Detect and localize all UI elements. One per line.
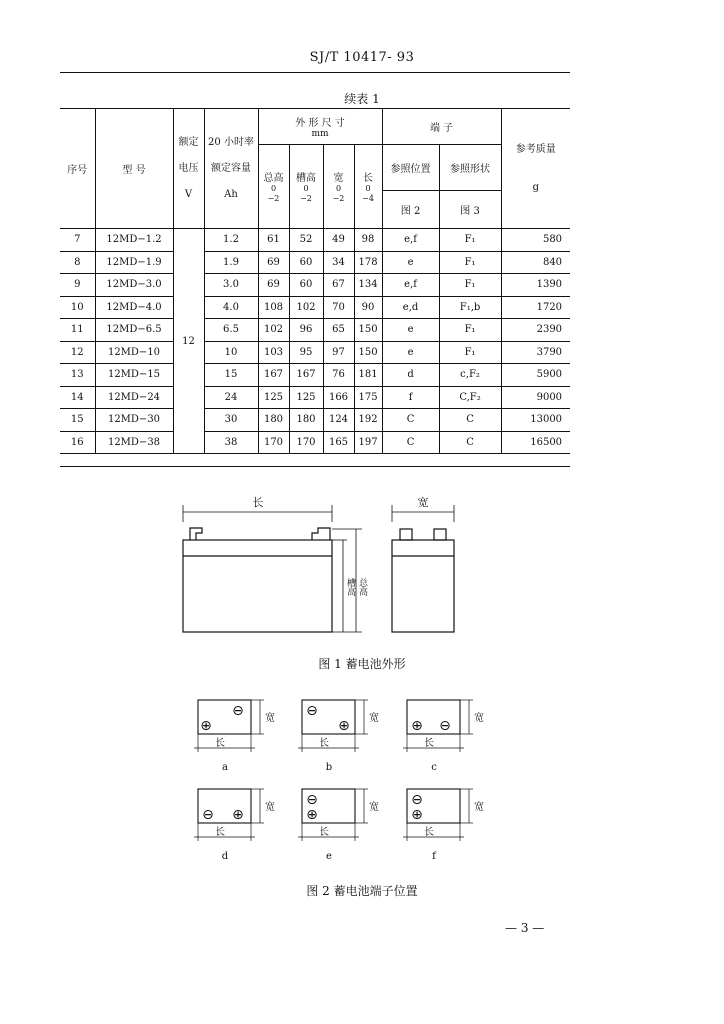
cell-width: 34 [323,251,354,274]
trough-height-tol-lower: −2 [300,194,312,203]
cell-position: f [382,386,439,409]
minus-terminal-icon: ⊖ [306,703,318,719]
fig2-panels [194,700,484,862]
fig2-panel [298,789,379,862]
cell-position: e [382,251,439,274]
cell-seq: 13 [60,364,95,387]
cell-position: d [382,364,439,387]
cell-trough-h: 96 [289,319,323,342]
cell-total-h: 103 [258,341,289,364]
cell-shape: C [439,431,501,454]
total-height-label: 总高 [263,173,284,184]
panel-letter: c [431,762,437,773]
plus-terminal-icon: ⊕ [200,718,212,734]
cell-length: 134 [354,274,382,297]
minus-terminal-icon: ⊖ [411,792,423,808]
table-caption: 续表 1 [344,92,380,106]
weight-label: 参考质量 [515,143,556,155]
cell-shape: F₁,b [439,296,501,319]
panel-letter: b [325,762,333,773]
cell-shape: C,F₂ [439,386,501,409]
cell-width: 124 [323,409,354,432]
length-label: 长 [319,827,329,838]
cell-seq: 15 [60,409,95,432]
capacity-unit: Ah [224,188,238,200]
header-model: 型 号 [95,109,173,229]
width-tol-lower: −2 [332,194,345,203]
cell-total-h: 108 [258,296,289,319]
cell-total-h: 61 [258,229,289,252]
voltage-unit: V [184,188,193,200]
cell-seq: 7 [60,229,95,252]
header-terminal-shape: 参照形状 [439,145,501,191]
cell-model: 12MD−10 [95,341,173,364]
cell-weight: 1390 [501,274,570,297]
dim-unit: mm [311,129,329,139]
terminal-front-left [190,528,202,540]
trough-height-label: 槽高 [296,173,316,184]
width-label: 宽 [333,173,344,184]
cell-weight: 3790 [501,341,570,364]
cell-model: 12MD−6.5 [95,319,173,342]
capacity-label-2: 额定容量 [211,162,251,174]
header-terminal: 端 子 [382,109,501,145]
width-label: 宽 [369,713,379,724]
header-terminal-position: 参照位置 [382,145,439,191]
battery-front-body [183,540,332,632]
width-label: 宽 [369,802,379,813]
cell-trough-h: 170 [289,431,323,454]
width-label: 宽 [265,802,275,813]
cell-position: C [382,409,439,432]
cell-position: e,f [382,229,439,252]
fig2-panel [194,789,275,862]
cell-capacity: 6.5 [204,319,258,342]
minus-terminal-icon: ⊖ [202,807,214,823]
cell-seq: 8 [60,251,95,274]
cell-weight: 1720 [501,296,570,319]
header-terminal-shape-ref: 图 3 [439,191,501,229]
cell-length: 175 [354,386,382,409]
cell-width: 165 [323,431,354,454]
cell-shape: C [439,409,501,432]
capacity-label: 20 小时率 [208,136,254,148]
plus-terminal-icon: ⊕ [411,718,423,734]
cell-trough-h: 52 [289,229,323,252]
cell-capacity: 38 [204,431,258,454]
cell-length: 90 [354,296,382,319]
terminal-side-right [434,529,446,540]
cell-position: e,d [382,296,439,319]
panel-letter: d [221,851,229,862]
length-label: 长 [319,738,329,749]
fig2-panel [194,700,275,773]
cell-seq: 16 [60,431,95,454]
voltage-cell: 12 [173,229,204,454]
fig1-total-height-label: 总高 [357,578,367,596]
cell-capacity: 1.9 [204,251,258,274]
page-number: — 3 — [505,921,545,935]
cell-length: 98 [354,229,382,252]
cell-seq: 10 [60,296,95,319]
page-header: SJ/T 10417- 93 [309,50,415,65]
fig2-panel [403,789,484,862]
cell-weight: 580 [501,229,570,252]
plus-terminal-icon: ⊕ [306,807,318,823]
trough-height-tol-upper: 0 [303,184,309,193]
fig1-length-label: 长 [252,496,264,509]
cell-seq: 14 [60,386,95,409]
cell-weight: 840 [501,251,570,274]
cell-length: 150 [354,341,382,364]
cell-total-h: 102 [258,319,289,342]
cell-seq: 9 [60,274,95,297]
cell-capacity: 4.0 [204,296,258,319]
cell-width: 67 [323,274,354,297]
length-tol-upper: 0 [365,184,371,193]
cell-length: 192 [354,409,382,432]
voltage-label: 额定 [178,136,199,148]
cell-shape: c,F₂ [439,364,501,387]
cell-position: e [382,319,439,342]
panel-letter: f [432,851,436,862]
cell-model: 12MD−1.9 [95,251,173,274]
cell-width: 166 [323,386,354,409]
width-label: 宽 [474,802,484,813]
panel-letter: a [222,762,228,773]
plus-terminal-icon: ⊕ [232,807,244,823]
cell-model: 12MD−24 [95,386,173,409]
fig2-caption: 图 2 蓄电池端子位置 [306,884,418,898]
cell-model: 12MD−38 [95,431,173,454]
cell-trough-h: 95 [289,341,323,364]
cell-length: 150 [354,319,382,342]
cell-shape: F₁ [439,319,501,342]
cell-length: 197 [354,431,382,454]
cell-width: 97 [323,341,354,364]
cell-width: 65 [323,319,354,342]
cell-width: 49 [323,229,354,252]
plus-terminal-icon: ⊕ [411,807,423,823]
minus-terminal-icon: ⊖ [439,718,451,734]
cell-weight: 5900 [501,364,570,387]
width-label: 宽 [474,713,484,724]
terminal-side-left [400,529,412,540]
length-label: 长 [424,738,434,749]
total-height-tol-lower: −2 [267,194,280,203]
cell-shape: F₁ [439,341,501,364]
cell-position: e [382,341,439,364]
cell-position: C [382,431,439,454]
length-tol-lower: −4 [362,194,374,203]
cell-total-h: 167 [258,364,289,387]
cell-capacity: 10 [204,341,258,364]
weight-unit: g [532,181,539,193]
cell-total-h: 69 [258,274,289,297]
plus-terminal-icon: ⊕ [338,718,350,734]
cell-capacity: 15 [204,364,258,387]
fig1-caption: 图 1 蓄电池外形 [318,657,406,671]
cell-width: 70 [323,296,354,319]
header-seq: 序号 [60,109,95,229]
cell-seq: 12 [60,341,95,364]
fig1-width-label: 宽 [417,496,429,509]
cell-model: 12MD−15 [95,364,173,387]
length-label: 长 [215,738,225,749]
cell-weight: 2390 [501,319,570,342]
cell-weight: 9000 [501,386,570,409]
cell-seq: 11 [60,319,95,342]
fig2-panel [403,700,484,773]
panel-letter: e [326,851,332,862]
cell-total-h: 170 [258,431,289,454]
cell-model: 12MD−3.0 [95,274,173,297]
cell-position: e,f [382,274,439,297]
cell-weight: 13000 [501,409,570,432]
cell-total-h: 69 [258,251,289,274]
voltage-label-2: 电压 [178,162,199,174]
total-height-tol-upper: 0 [270,184,277,193]
cell-trough-h: 125 [289,386,323,409]
cell-trough-h: 60 [289,274,323,297]
cell-model: 12MD−4.0 [95,296,173,319]
cell-width: 76 [323,364,354,387]
length-label: 长 [363,173,374,184]
cell-trough-h: 102 [289,296,323,319]
cell-weight: 16500 [501,431,570,454]
cell-model: 12MD−1.2 [95,229,173,252]
cell-model: 12MD−30 [95,409,173,432]
cell-capacity: 24 [204,386,258,409]
cell-capacity: 30 [204,409,258,432]
minus-terminal-icon: ⊖ [306,792,318,808]
cell-total-h: 180 [258,409,289,432]
length-label: 长 [424,827,434,838]
cell-length: 181 [354,364,382,387]
dim-group-label: 外 形 尺 寸 [295,118,345,129]
cell-shape: F₁ [439,229,501,252]
minus-terminal-icon: ⊖ [232,703,244,719]
fig2-panel [298,700,379,773]
fig1-trough-height-label: 槽高 [345,578,355,596]
cell-trough-h: 167 [289,364,323,387]
cell-trough-h: 60 [289,251,323,274]
cell-shape: F₁ [439,251,501,274]
width-tol-upper: 0 [335,184,342,193]
cell-capacity: 3.0 [204,274,258,297]
battery-side-body [392,540,454,632]
cell-total-h: 125 [258,386,289,409]
width-label: 宽 [265,713,275,724]
length-label: 长 [215,827,225,838]
cell-shape: F₁ [439,274,501,297]
header-terminal-position-ref: 图 2 [382,191,439,229]
cell-trough-h: 180 [289,409,323,432]
cell-capacity: 1.2 [204,229,258,252]
terminal-front-right [312,528,330,540]
cell-length: 178 [354,251,382,274]
